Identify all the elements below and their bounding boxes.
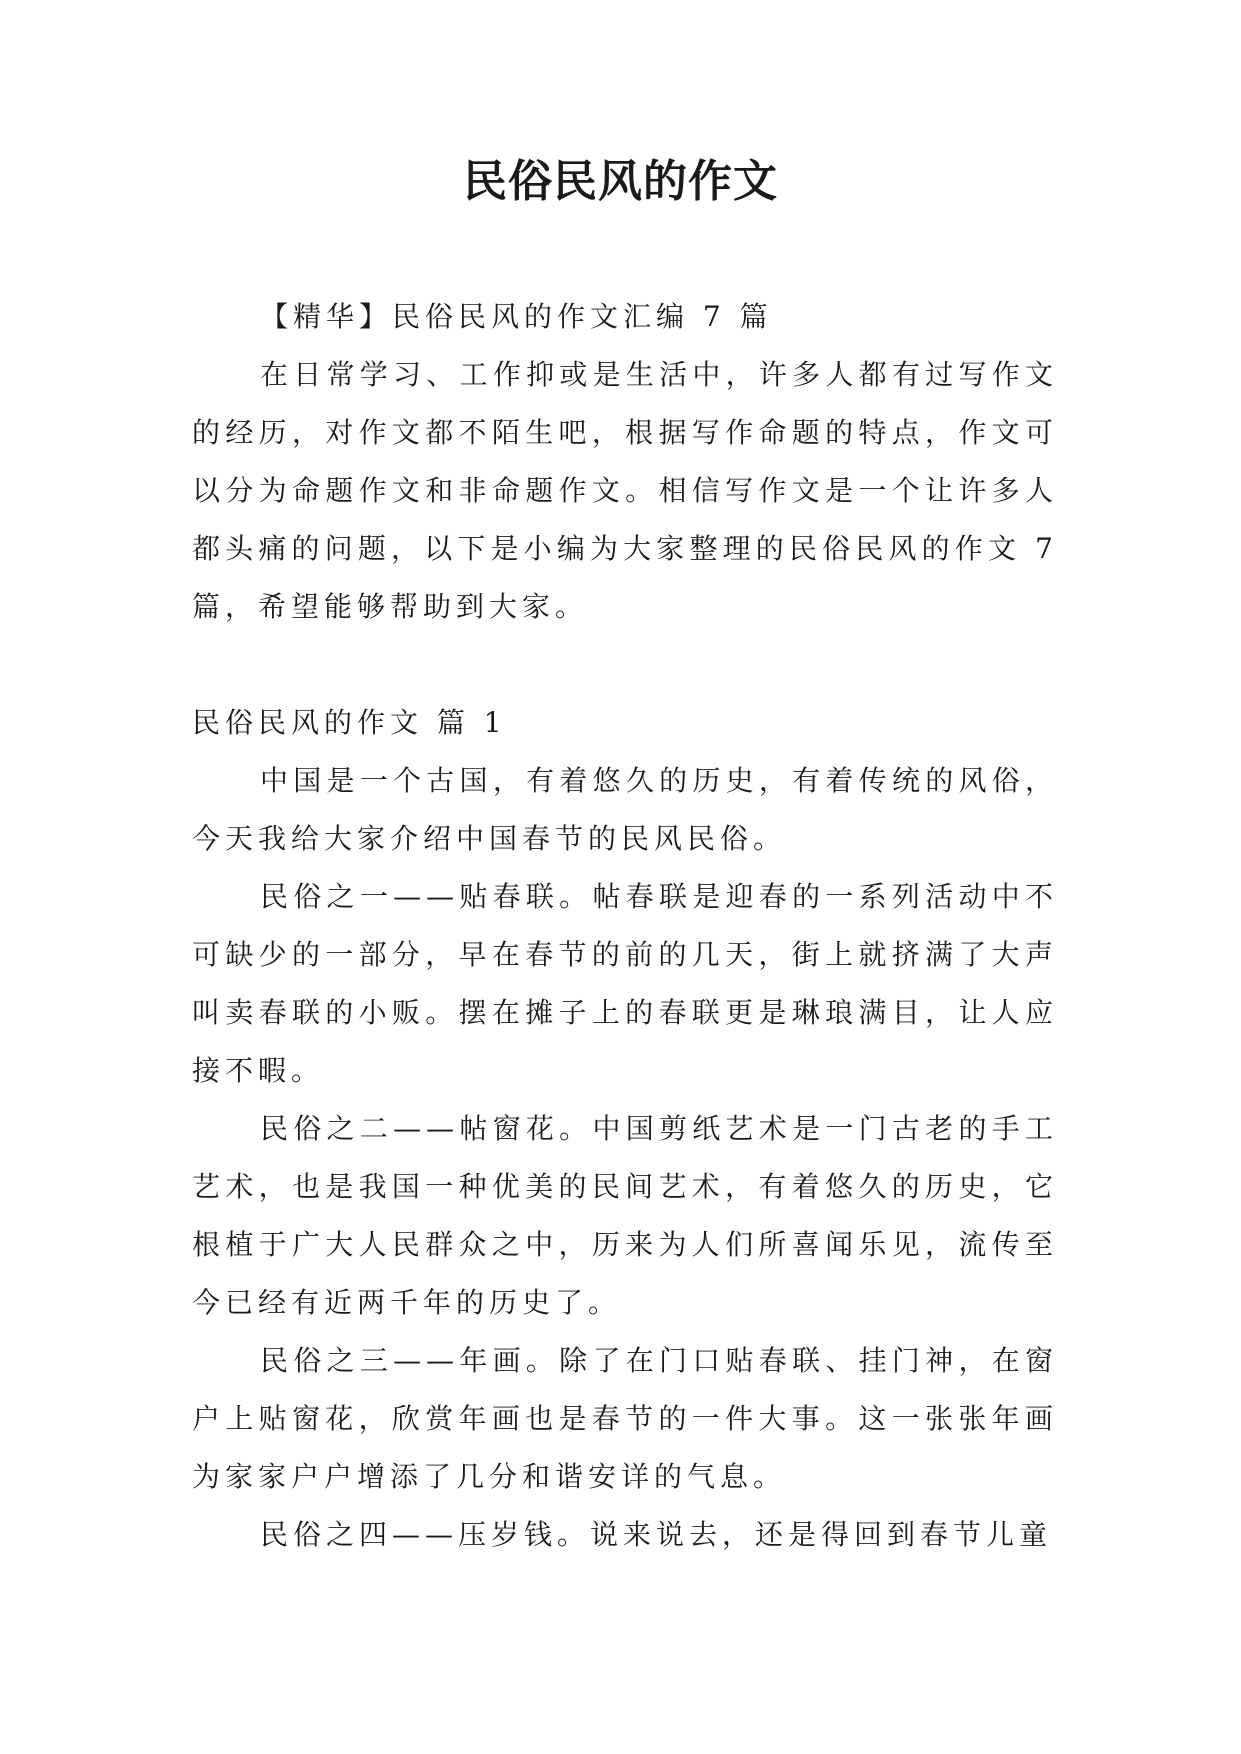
section-heading: 民俗民风的作文 篇 1 (192, 706, 507, 739)
intro-paragraph: 在日常学习、工作抑或是生活中，许多人都有过写作文的经历，对作文都不陌生吧，根据写作命题的特点，作文可以分为命题作文和非命题作文。相信写作文是一个让许多人都头痛的问题，以下是小编为大家整理的民俗民风的作文 7 篇，希望能够帮助到大家。 (192, 358, 1058, 623)
document-title: 民俗民风的作文 (463, 156, 778, 207)
body-paragraph: 民俗之四——压岁钱。说来说去，还是得回到春节儿童 (260, 1518, 1053, 1551)
document-subtitle: 【精华】民俗民风的作文汇编 7 篇 (260, 300, 773, 333)
document-body (192, 288, 1058, 1564)
body-paragraph: 中国是一个古国，有着悠久的历史，有着传统的风俗，今天我给大家介绍中国春节的民风民俗。 (192, 764, 1058, 855)
body-paragraph: 民俗之三——年画。除了在门口贴春联、挂门神，在窗户上贴窗花，欣赏年画也是春节的一件大事。这一张张年画为家家户户增添了几分和谐安详的气息。 (192, 1344, 1058, 1493)
body-paragraph: 民俗之二——帖窗花。中国剪纸艺术是一门古老的手工艺术，也是我国一种优美的民间艺术，有着悠久的历史，它根植于广大人民群众之中，历来为人们所喜闻乐见，流传至今已经有近两千年的历史了。 (192, 1112, 1058, 1319)
body-paragraph: 民俗之一——贴春联。帖春联是迎春的一系列活动中不可缺少的一部分，早在春节的前的几天，街上就挤满了大声叫卖春联的小贩。摆在摊子上的春联更是琳琅满目，让人应接不暇。 (192, 880, 1058, 1087)
